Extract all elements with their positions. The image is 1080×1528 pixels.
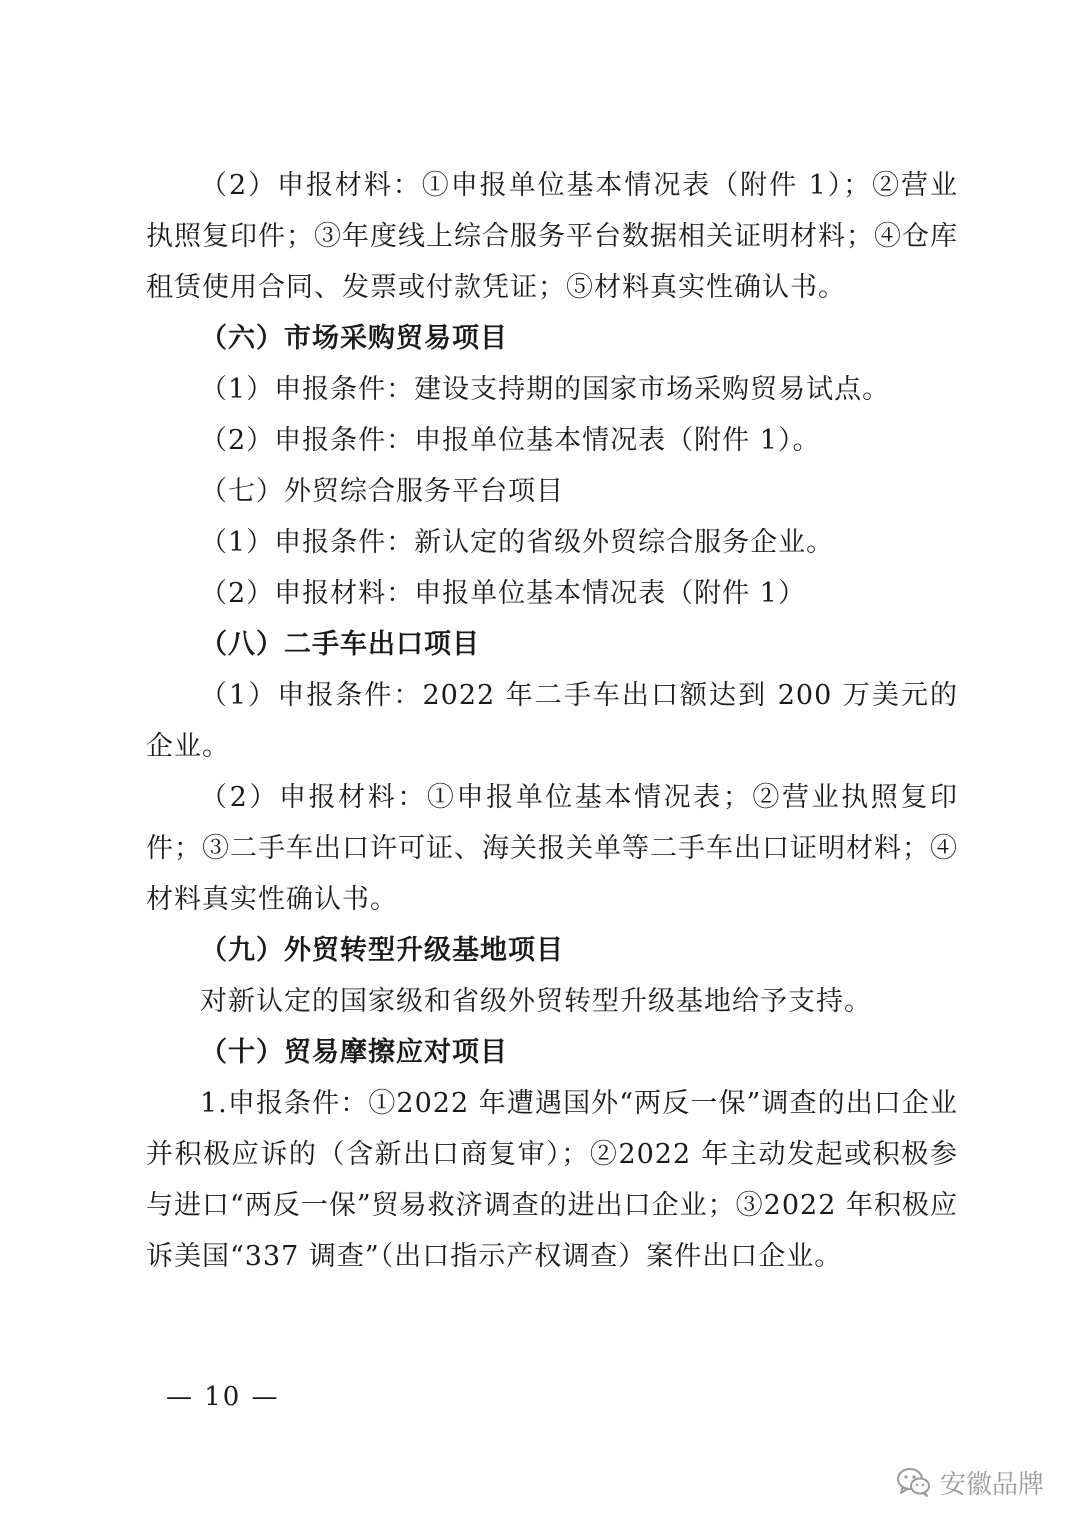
paragraph: 对新认定的国家级和省级外贸转型升级基地给予支持。 <box>200 986 872 1017</box>
document-body <box>146 160 958 1282</box>
section-heading: （十）贸易摩擦应对项目 <box>200 1037 508 1068</box>
paragraph: （1）申报条件：新认定的省级外贸综合服务企业。 <box>200 527 835 558</box>
section-heading: （六）市场采购贸易项目 <box>200 323 508 354</box>
paragraph: （2）申报材料：①申报单位基本情况表（附件 1）；②营业执照复印件；③年度线上综合服务平台数据相关证明材料；④仓库租赁使用合同、发票或付款凭证；⑤材料真实性确认书。 <box>146 170 958 303</box>
paragraph: （1）申报条件：建设支持期的国家市场采购贸易试点。 <box>200 374 891 405</box>
paragraph: （2）申报条件：申报单位基本情况表（附件 1）。 <box>200 425 821 456</box>
paragraph: （1）申报条件：2022 年二手车出口额达到 200 万美元的企业。 <box>146 680 958 762</box>
section-heading: （九）外贸转型升级基地项目 <box>200 935 564 966</box>
watermark-label: 安徽品牌 <box>939 1469 1044 1500</box>
paragraph: （2）申报材料：申报单位基本情况表（附件 1） <box>200 578 806 609</box>
paragraph: （2）申报材料：①申报单位基本情况表；②营业执照复印件；③二手车出口许可证、海关报关单等二手车出口证明材料；④材料真实性确认书。 <box>146 782 958 915</box>
section-heading: （八）二手车出口项目 <box>200 629 480 660</box>
section-heading-plain: （七）外贸综合服务平台项目 <box>200 476 564 507</box>
paragraph: 1.申报条件：①2022 年遭遇国外“两反一保”调查的出口企业并积极应诉的（含新出口商复审）；②2022 年主动发起或积极参与进口“两反一保”贸易救济调查的进出口企业；③2022 年积极应诉美国“337 调查”（出口指示产权调查）案件出口企业。 <box>146 1088 958 1272</box>
watermark <box>896 1462 1044 1502</box>
wechat-icon <box>896 1466 932 1498</box>
page-number: — 10 — <box>166 1382 280 1412</box>
